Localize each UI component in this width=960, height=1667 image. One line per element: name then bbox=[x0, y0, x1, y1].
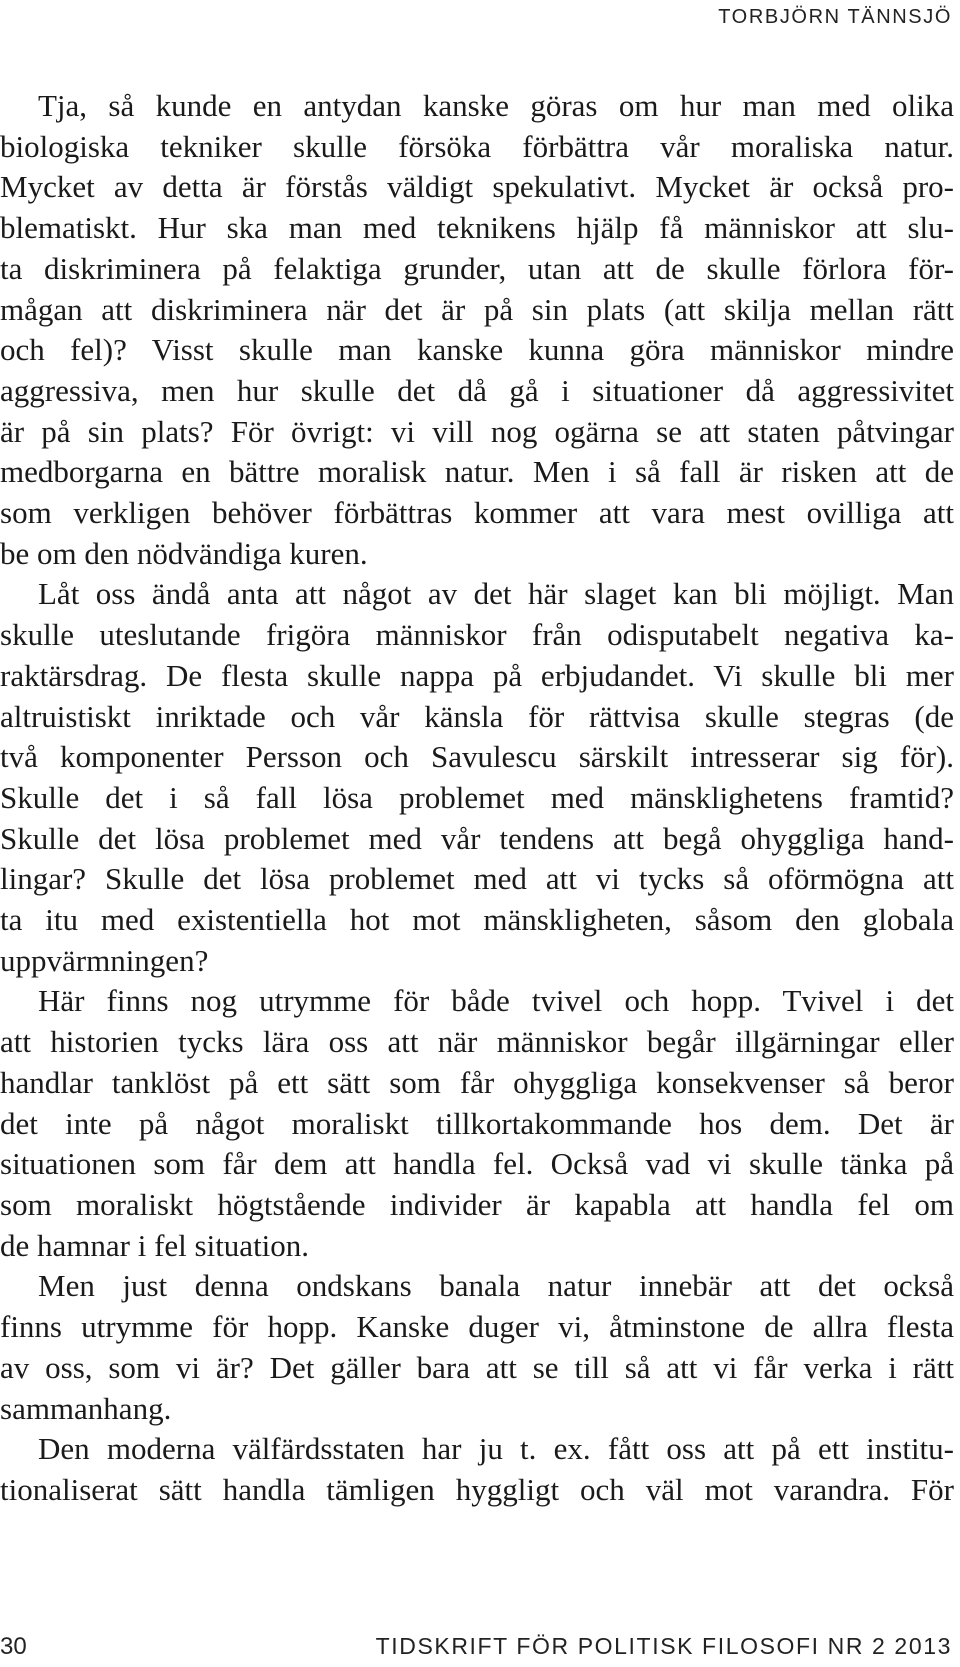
text-line: Här finns nog utrymme för både tvivel och hopp. Tvivel i det bbox=[38, 983, 954, 1019]
paragraph bbox=[0, 1266, 954, 1429]
text-line: be om den nödvändiga kuren. bbox=[0, 535, 368, 571]
text-line: Den moderna välfärdsstaten har ju t. ex. fått oss att på ett institu- bbox=[38, 1431, 954, 1467]
article-body-text bbox=[0, 86, 954, 1511]
paragraph bbox=[0, 1429, 954, 1510]
text-line: mågan att diskriminera när det är på sin plats (att skilja mellan rätt bbox=[0, 291, 954, 327]
text-line: lingar? Skulle det lösa problemet med att vi tycks så oförmögna att bbox=[0, 861, 954, 897]
text-line: som moraliskt högtstående individer är kapabla att handla fel om bbox=[0, 1186, 954, 1222]
text-line: Tja, så kunde en antydan kanske göras om hur man med olika bbox=[38, 88, 954, 123]
text-line: av oss, som vi är? Det gäller bara att se till så att vi får verka i rätt bbox=[0, 1349, 954, 1385]
text-line: att historien tycks lära oss att när människor begår illgärningar eller bbox=[0, 1024, 954, 1060]
text-line: Låt oss ändå anta att något av det här slaget kan bli möjligt. Man bbox=[38, 576, 954, 612]
text-line: handlar tanklöst på ett sätt som får ohyggliga konsekvenser så beror bbox=[0, 1064, 954, 1100]
text-line: situationen som får dem att handla fel. Också vad vi skulle tänka på bbox=[0, 1146, 954, 1182]
text-line: blematiskt. Hur ska man med teknikens hjälp få människor att slu- bbox=[0, 210, 954, 246]
text-line: aggressiva, men hur skulle det då gå i situationer då aggressivitet bbox=[0, 372, 954, 408]
text-line: tionaliserat sätt handla tämligen hyggligt och väl mot varandra. För bbox=[0, 1471, 954, 1507]
text-line: Mycket av detta är förstås väldigt spekulativt. Mycket är också pro- bbox=[0, 169, 954, 205]
text-line: ta itu med existentiella hot mot mänskligheten, såsom den globala bbox=[0, 902, 954, 938]
text-line: och fel)? Visst skulle man kanske kunna göra människor mindre bbox=[0, 332, 954, 368]
text-line: ta diskriminera på felaktiga grunder, utan att de skulle förlora för- bbox=[0, 250, 954, 286]
paragraph bbox=[0, 574, 954, 981]
text-line: Skulle det lösa problemet med vår tendens att begå ohyggliga hand- bbox=[0, 820, 954, 856]
text-line: det inte på något moraliskt tillkortakommande hos dem. Det är bbox=[0, 1105, 954, 1141]
text-line: sammanhang. bbox=[0, 1390, 172, 1426]
text-line: de hamnar i fel situation. bbox=[0, 1227, 310, 1263]
text-line: uppvärmningen? bbox=[0, 942, 209, 978]
text-line: skulle uteslutande frigöra människor från odisputabelt negativa ka- bbox=[0, 617, 954, 653]
text-line: finns utrymme för hopp. Kanske duger vi, åtminstone de allra flesta bbox=[0, 1309, 954, 1345]
running-head-author: TORBJÖRN TÄNNSJÖ bbox=[718, 6, 952, 28]
text-line: Men just denna ondskans banala natur innebär att det också bbox=[38, 1268, 954, 1304]
text-line: raktärsdrag. De flesta skulle nappa på erbjudandet. Vi skulle bli mer bbox=[0, 657, 954, 693]
text-line: som verkligen behöver förbättras kommer att vara mest ovilliga att bbox=[0, 495, 954, 531]
text-line: medborgarna en bättre moralisk natur. Men i så fall är risken att de bbox=[0, 454, 954, 490]
text-line: biologiska tekniker skulle försöka förbättra vår moraliska natur. bbox=[0, 128, 954, 164]
paragraph bbox=[0, 86, 954, 574]
page-number: 30 bbox=[0, 1633, 27, 1660]
text-line: är på sin plats? För övrigt: vi vill nog ogärna se att staten påtvingar bbox=[0, 413, 954, 449]
journal-title: TIDSKRIFT FÖR POLITISK FILOSOFI NR 2 2013 bbox=[375, 1633, 952, 1659]
paragraph bbox=[0, 981, 954, 1266]
text-line: två komponenter Persson och Savulescu särskilt intresserar sig för). bbox=[0, 739, 954, 775]
text-line: Skulle det i så fall lösa problemet med mänsklighetens framtid? bbox=[0, 779, 954, 815]
text-line: altruistiskt inriktade och vår känsla för rättvisa skulle stegras (de bbox=[0, 698, 954, 734]
